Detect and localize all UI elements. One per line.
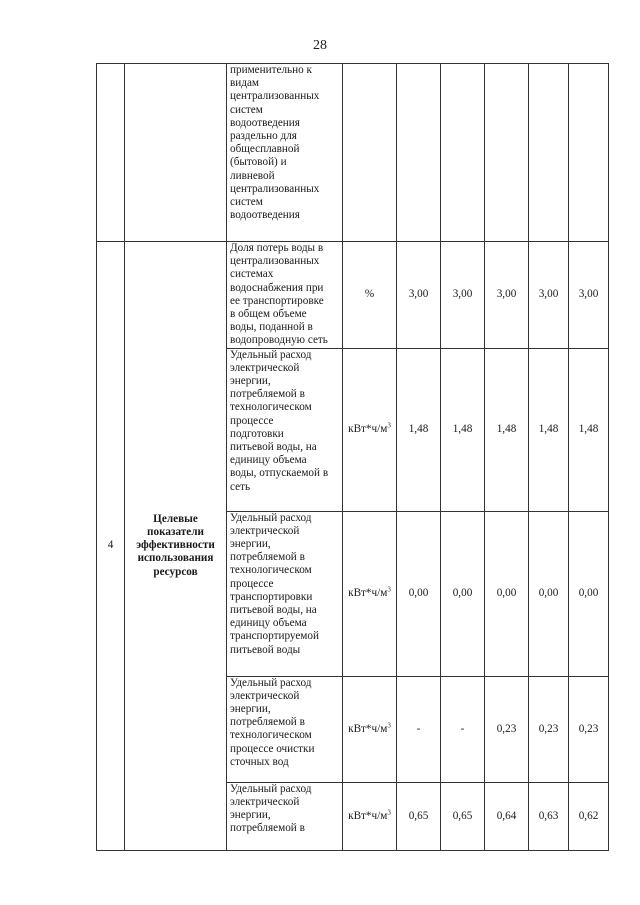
value-cell: 0,00 — [569, 511, 609, 676]
value-cell: 1,48 — [485, 348, 529, 511]
value-cell: - — [441, 676, 485, 782]
description-line: ливневой — [230, 169, 275, 182]
value-cell: 0,23 — [529, 676, 569, 782]
indicator-description — [227, 64, 343, 242]
value-cell: 0,63 — [529, 782, 569, 850]
description-line: потребляемой в — [230, 551, 305, 564]
value-cell: 0,65 — [441, 782, 485, 850]
value-cell: 1,48 — [529, 348, 569, 511]
description-line: систем — [230, 196, 263, 209]
value-cell: 0,62 — [569, 782, 609, 850]
description-line: питьевой воды, на — [230, 441, 317, 454]
unit-text: кВт*ч/м — [348, 587, 388, 600]
value-cell — [397, 64, 441, 242]
description-line: транспортировки — [230, 590, 313, 603]
description-line: применительно к — [230, 64, 312, 76]
value-cell: 1,48 — [569, 348, 609, 511]
group-title-line: эффективности — [136, 539, 215, 552]
group-title-line: использования — [137, 552, 214, 565]
group-title-line: Целевые — [153, 512, 198, 525]
value-cell: 0,64 — [485, 782, 529, 850]
unit-text: кВт*ч/м — [348, 809, 388, 822]
unit-superscript: 3 — [387, 807, 391, 816]
unit-superscript: 3 — [387, 585, 391, 594]
value-cell: 3,00 — [441, 242, 485, 349]
description-line: единицу объема — [230, 617, 307, 630]
description-line: энергии, — [230, 703, 271, 716]
group-title-line: ресурсов — [153, 565, 198, 578]
description-line: процессе — [230, 577, 274, 590]
group-title-line: показатели — [147, 526, 204, 538]
unit-text: кВт*ч/м — [348, 423, 388, 436]
description-line: Удельный расход — [230, 676, 312, 689]
value-cell: 0,00 — [441, 511, 485, 676]
value-cell: 3,00 — [529, 242, 569, 349]
description-line: технологическом — [230, 729, 312, 742]
description-line: водоснабжения при — [230, 281, 324, 294]
indicator-description — [227, 511, 343, 676]
unit-cell — [343, 782, 397, 850]
unit-text: % — [364, 288, 375, 301]
value-cell: 0,00 — [529, 511, 569, 676]
description-line: питьевой воды, на — [230, 604, 317, 617]
description-line: Удельный расход — [230, 348, 312, 361]
page-number: 28 — [313, 38, 327, 53]
group-cell-empty — [125, 64, 227, 242]
unit-text: кВт*ч/м — [348, 722, 388, 735]
description-line: энергии, — [230, 538, 271, 551]
description-line: Удельный расход — [230, 511, 312, 524]
description-line: энергии, — [230, 809, 271, 822]
row-number-cell-empty — [97, 64, 125, 242]
table-row — [97, 242, 609, 349]
value-cell: 0,00 — [397, 511, 441, 676]
value-cell — [485, 64, 529, 242]
description-line: процессе — [230, 414, 274, 427]
description-line: раздельно для — [230, 130, 297, 143]
description-line: сеть — [230, 480, 251, 493]
group-title — [125, 242, 227, 851]
unit-cell — [343, 242, 397, 349]
unit-superscript: 3 — [387, 421, 391, 430]
value-cell — [569, 64, 609, 242]
description-line: водоотведения — [230, 209, 300, 222]
description-line: потребляемой в — [230, 716, 305, 729]
description-line: централизованных — [230, 90, 320, 103]
description-line: централизованных — [230, 182, 320, 195]
description-line: единицу объема — [230, 454, 307, 467]
indicator-description — [227, 242, 343, 349]
indicator-description — [227, 782, 343, 850]
value-cell: 3,00 — [485, 242, 529, 349]
table-row — [97, 64, 609, 242]
value-cell: 1,48 — [397, 348, 441, 511]
description-line: электрической — [230, 524, 300, 537]
value-cell — [529, 64, 569, 242]
unit-cell — [343, 511, 397, 676]
description-line: Удельный расход — [230, 782, 312, 795]
unit-cell — [343, 676, 397, 782]
description-line: технологическом — [230, 564, 312, 577]
value-cell: 0,23 — [485, 676, 529, 782]
value-cell: 3,00 — [569, 242, 609, 349]
description-line: электрической — [230, 795, 300, 808]
value-cell: - — [397, 676, 441, 782]
group-number: 4 — [97, 242, 125, 851]
description-line: воды, поданной в — [230, 321, 313, 334]
description-line: потребляемой в — [230, 822, 305, 835]
description-line: электрической — [230, 361, 300, 374]
description-line: водоотведения — [230, 116, 300, 129]
description-line: в общем объеме — [230, 308, 307, 321]
unit-cell — [343, 64, 397, 242]
description-line: процессе очистки — [230, 742, 315, 755]
value-cell: 0,23 — [569, 676, 609, 782]
description-line: электрической — [230, 689, 300, 702]
description-line: воды, отпускаемой в — [230, 467, 329, 480]
description-line: потребляемой в — [230, 388, 305, 401]
value-cell: 0,00 — [485, 511, 529, 676]
value-cell: 3,00 — [397, 242, 441, 349]
value-cell: 1,48 — [441, 348, 485, 511]
description-line: транспортируемой — [230, 630, 319, 643]
indicator-description — [227, 348, 343, 511]
description-line: системах — [230, 268, 274, 281]
description-line: общесплавной — [230, 143, 300, 156]
description-line: систем — [230, 103, 263, 116]
description-line: водопроводную сеть — [230, 334, 328, 347]
indicator-description — [227, 676, 343, 782]
description-line: подготовки — [230, 427, 284, 440]
description-line: видам — [230, 77, 260, 90]
value-cell: 0,65 — [397, 782, 441, 850]
indicators-table — [96, 63, 609, 851]
description-line: ее транспортировке — [230, 294, 324, 307]
description-line: сточных вод — [230, 755, 289, 768]
value-cell — [441, 64, 485, 242]
description-line: технологическом — [230, 401, 312, 414]
description-line: (бытовой) и — [230, 156, 287, 169]
unit-cell — [343, 348, 397, 511]
unit-superscript: 3 — [387, 720, 391, 729]
description-line: централизованных — [230, 255, 320, 268]
description-line: питьевой воды — [230, 643, 301, 656]
description-line: энергии, — [230, 375, 271, 388]
description-line: Доля потерь воды в — [230, 242, 324, 254]
